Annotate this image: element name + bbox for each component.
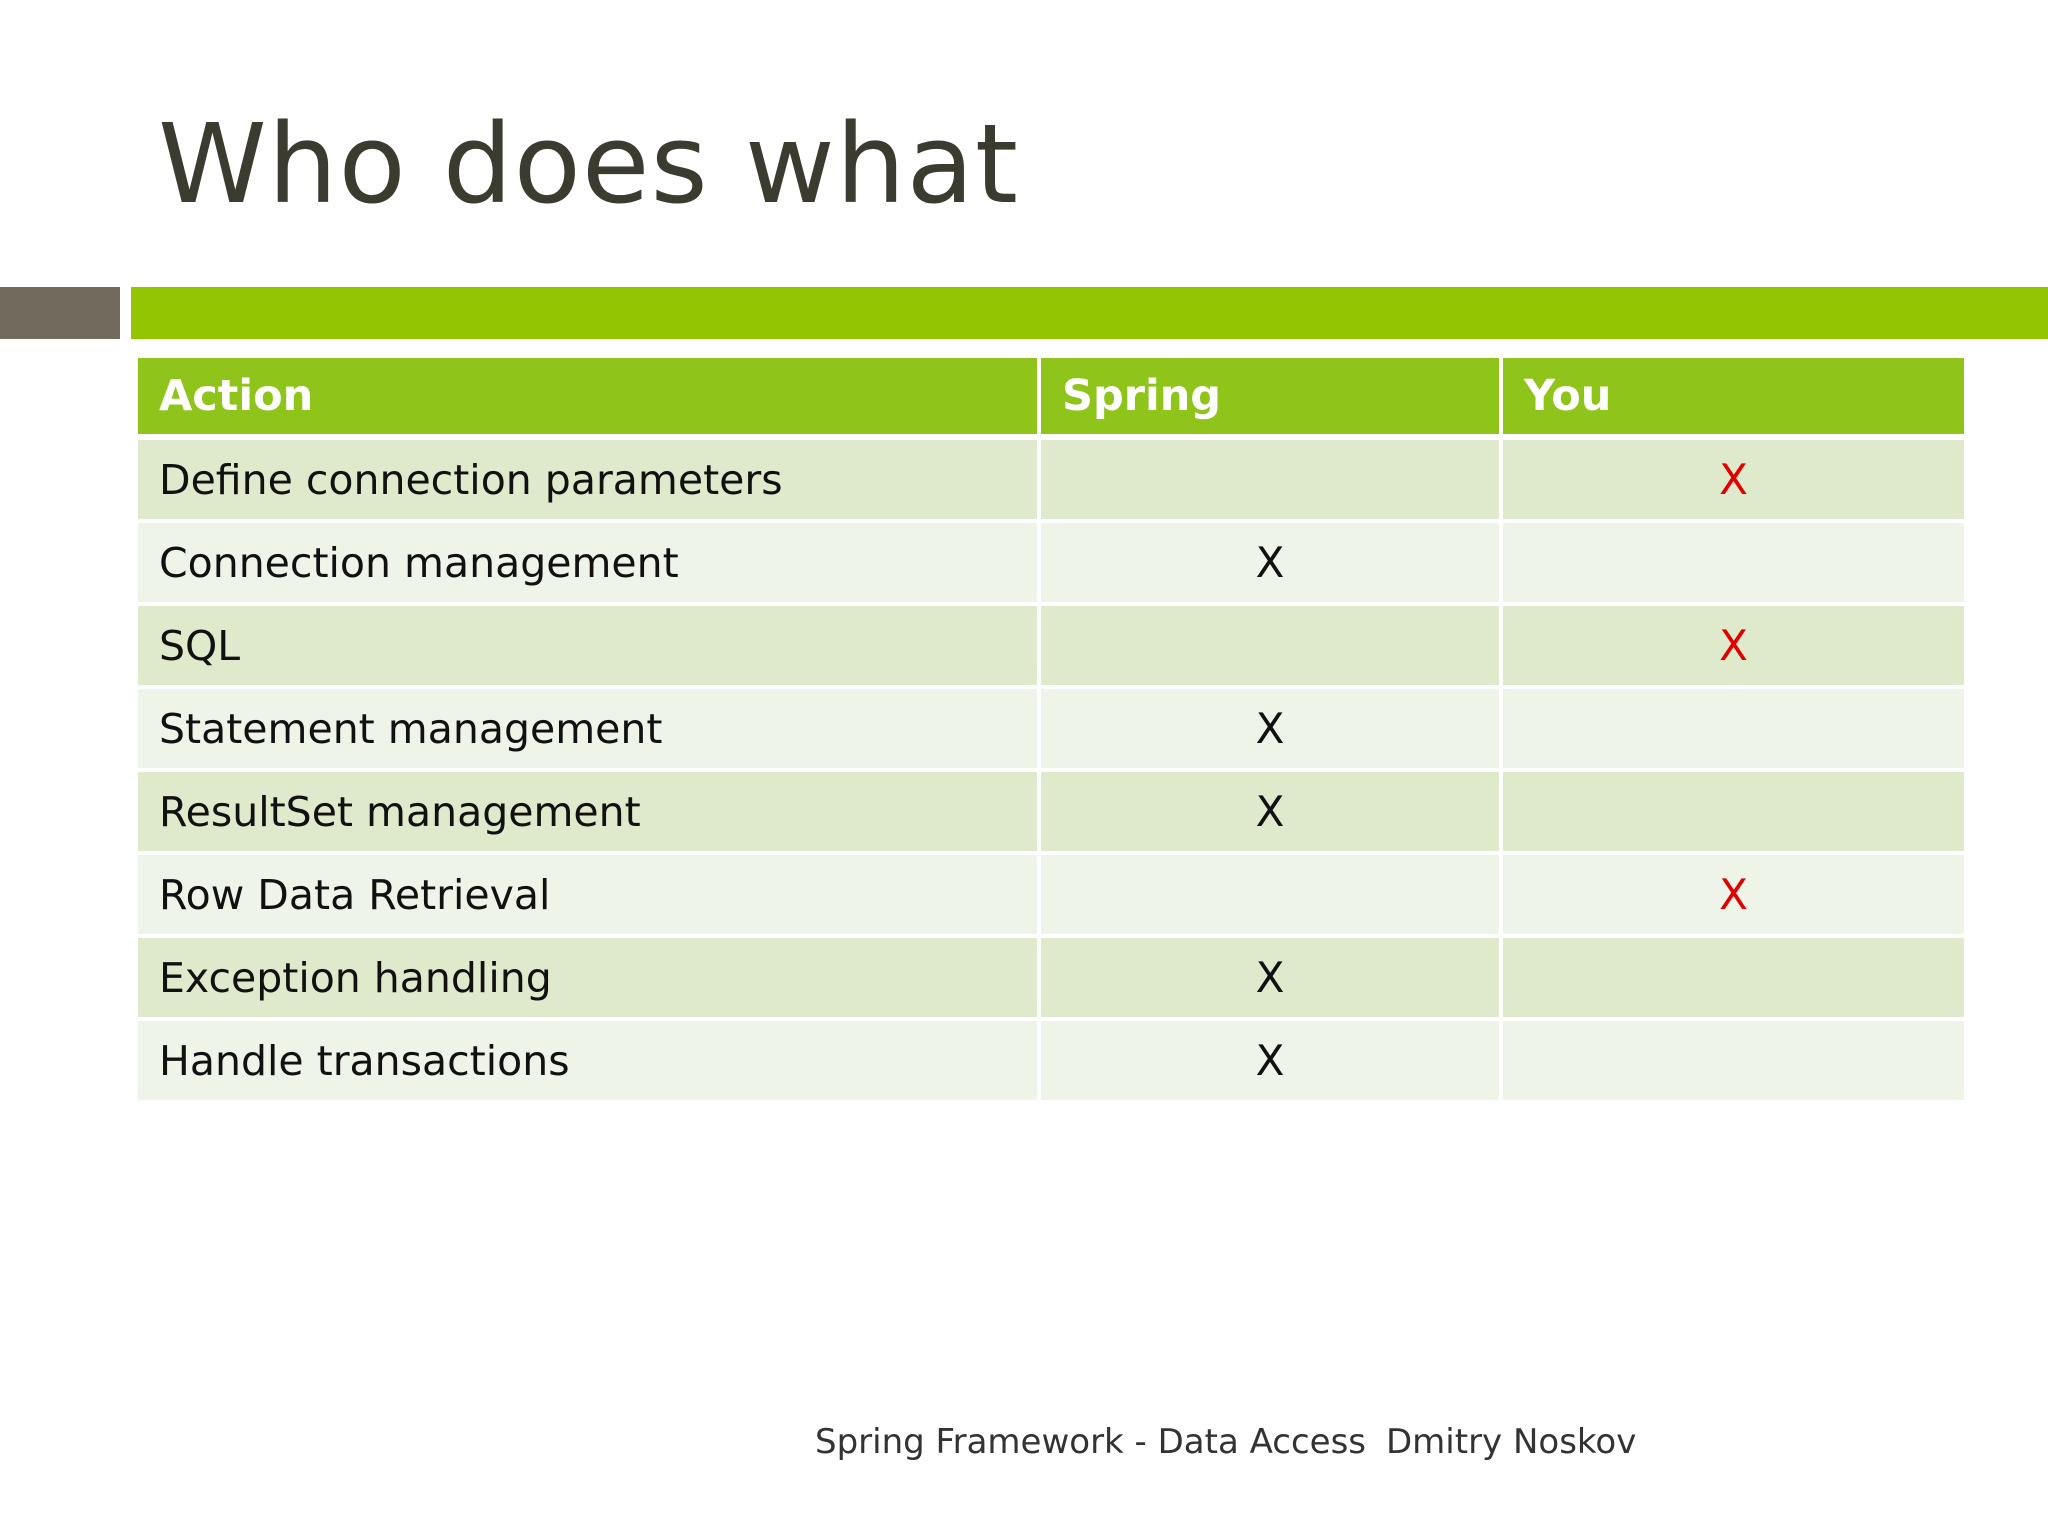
you-cell (1503, 1021, 1964, 1104)
action-cell: Row Data Retrieval (138, 855, 1041, 938)
action-cell: Define connection parameters (138, 440, 1041, 523)
footer-author: Dmitry Noskov (1386, 1422, 1637, 1462)
you-cell (1503, 772, 1964, 855)
action-cell: Handle transactions (138, 1021, 1041, 1104)
spring-cell (1041, 440, 1503, 523)
slide-title: Who does what (158, 100, 1020, 228)
you-cell (1503, 523, 1964, 606)
table-row (138, 938, 1964, 1021)
header-you: You (1503, 358, 1964, 440)
table-header-row (138, 358, 1964, 440)
action-cell: SQL (138, 606, 1041, 689)
action-cell: Exception handling (138, 938, 1041, 1021)
table-row (138, 523, 1964, 606)
you-cell (1503, 689, 1964, 772)
spring-cell: X (1041, 772, 1503, 855)
accent-bar-green (131, 287, 2048, 339)
you-cell: X (1503, 855, 1964, 938)
you-cell: X (1503, 606, 1964, 689)
header-spring: Spring (1041, 358, 1503, 440)
action-cell: ResultSet management (138, 772, 1041, 855)
table-row (138, 606, 1964, 689)
action-cell: Connection management (138, 523, 1041, 606)
table-row (138, 689, 1964, 772)
you-cell: X (1503, 440, 1964, 523)
table-row (138, 440, 1964, 523)
accent-bar-gray (0, 287, 120, 339)
footer-course-title: Spring Framework - Data Access (815, 1422, 1367, 1462)
table-row (138, 1021, 1964, 1104)
spring-cell: X (1041, 938, 1503, 1021)
spring-cell: X (1041, 689, 1503, 772)
table-row (138, 855, 1964, 938)
spring-cell: X (1041, 1021, 1503, 1104)
spring-cell (1041, 855, 1503, 938)
responsibility-table (138, 358, 1964, 1104)
header-action: Action (138, 358, 1041, 440)
table-row (138, 772, 1964, 855)
you-cell (1503, 938, 1964, 1021)
spring-cell: X (1041, 523, 1503, 606)
action-cell: Statement management (138, 689, 1041, 772)
spring-cell (1041, 606, 1503, 689)
